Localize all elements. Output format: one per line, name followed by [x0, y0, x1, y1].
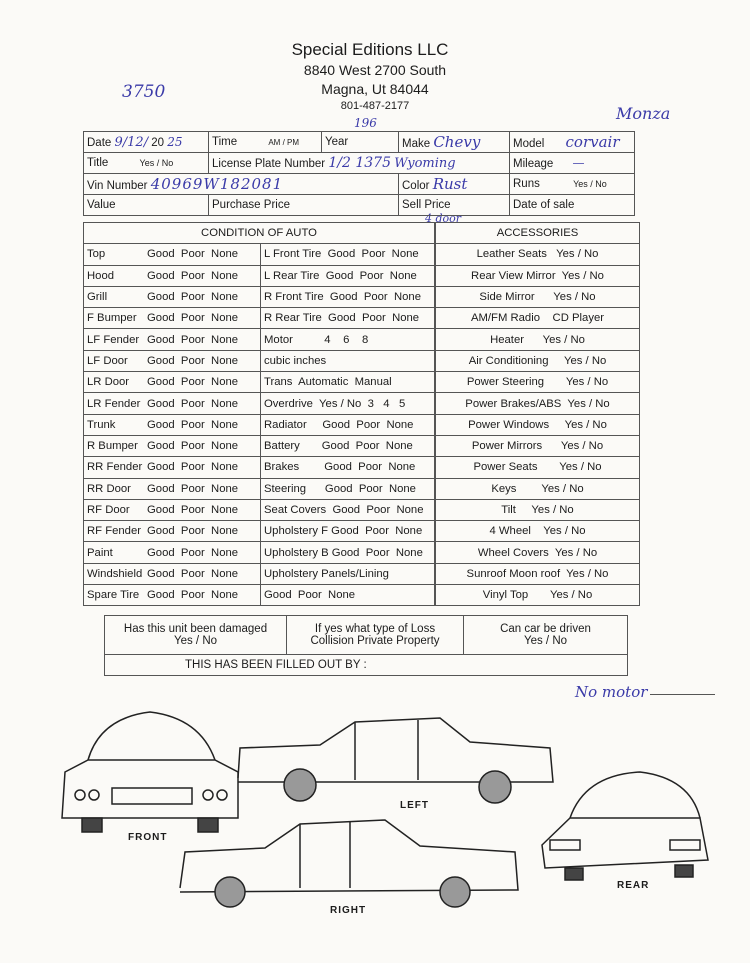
condition-item: [84, 585, 261, 606]
color-label: Color: [402, 180, 430, 192]
accessory-item: AM/FM Radio CD Player: [436, 308, 640, 329]
accessory-item: Keys Yes / No: [436, 478, 640, 499]
condition-detail: Battery Good Poor None: [261, 435, 435, 456]
damage-box: [104, 615, 628, 676]
title-yesno: Yes / No: [139, 158, 174, 168]
condition-item: [84, 435, 261, 456]
ampm: AM / PM: [268, 138, 300, 147]
accessory-item: Wheel Covers Yes / No: [436, 542, 640, 563]
condition-item: [84, 414, 261, 435]
condition-part: LR Door: [87, 376, 130, 389]
condition-item: [84, 286, 261, 307]
accessory-item: Leather Seats Yes / No: [436, 244, 640, 265]
accessory-item: 4 Wheel Yes / No: [436, 521, 640, 542]
runs-label: Runs: [513, 178, 540, 190]
accessory-item: Tilt Yes / No: [436, 499, 640, 520]
no-motor-note: No motor: [575, 683, 648, 701]
condition-detail: R Front Tire Good Poor None: [261, 286, 435, 307]
condition-row: [84, 563, 435, 584]
vin-label: Vin Number: [87, 180, 148, 192]
condition-row: [84, 414, 435, 435]
condition-row: [84, 499, 435, 520]
accessories-title: ACCESSORIES: [436, 223, 640, 244]
car-front-view: [62, 712, 238, 832]
model-label: Model: [513, 138, 545, 150]
model-value: corvair: [565, 133, 620, 151]
accessory-item: Vinyl Top Yes / No: [436, 585, 640, 606]
condition-title: CONDITION OF AUTO: [84, 223, 435, 244]
runs-yesno: Yes / No: [573, 179, 607, 189]
condition-detail: Steering Good Poor None: [261, 478, 435, 499]
condition-detail: Overdrive Yes / No 3 4 5: [261, 393, 435, 414]
no-motor-line: [650, 694, 715, 695]
condition-item: [84, 244, 261, 265]
condition-part: Hood: [87, 269, 115, 282]
condition-item: [84, 457, 261, 478]
accessory-item: Rear View Mirror Yes / No: [436, 265, 640, 286]
car-right-view: [180, 820, 518, 907]
condition-part: Trunk: [87, 418, 116, 431]
condition-rating: Good Poor None: [147, 354, 239, 367]
condition-rating: Good Poor None: [147, 269, 239, 282]
drivable-question: Can car be driven: [500, 623, 591, 635]
make-label: Make: [402, 138, 431, 150]
condition-part: RF Door: [87, 504, 130, 516]
condition-detail: Seat Covers Good Poor None: [261, 499, 435, 520]
condition-row: [84, 286, 435, 307]
condition-item: [84, 350, 261, 371]
condition-rating: Good Poor None: [147, 248, 239, 261]
color-value: Rust: [432, 175, 468, 193]
license-value: 1/2 1375: [328, 155, 391, 171]
company-name: Special Editions LLC: [291, 40, 449, 59]
condition-item: [84, 521, 261, 542]
year-note: 196: [354, 116, 377, 130]
condition-part: LF Fender: [87, 333, 140, 346]
condition-part: LR Fender: [87, 397, 141, 410]
accessory-item: Power Seats Yes / No: [436, 457, 640, 478]
condition-row: [84, 585, 435, 606]
condition-part: F Bumper: [87, 312, 137, 325]
year-label: Year: [325, 136, 349, 148]
damage-question: Has this unit been damaged: [123, 623, 268, 635]
condition-detail: Upholstery F Good Poor None: [261, 521, 435, 542]
accessory-item: Side Mirror Yes / No: [436, 286, 640, 307]
vehicle-info-table: [83, 131, 635, 216]
condition-item: [84, 499, 261, 520]
rear-label: REAR: [617, 880, 650, 891]
condition-detail: L Front Tire Good Poor None: [261, 244, 435, 265]
title-label: Title: [87, 157, 109, 169]
condition-detail: Motor 4 6 8: [261, 329, 435, 350]
condition-rating: Good Poor None: [147, 567, 239, 580]
condition-item: [84, 478, 261, 499]
model-note: Monza: [616, 104, 671, 123]
condition-rating: Good Poor None: [147, 504, 239, 516]
condition-rating: Good Poor None: [147, 546, 239, 559]
condition-rating: Good Poor None: [147, 461, 239, 474]
condition-part: Top: [87, 248, 106, 261]
accessory-item: Sunroof Moon roof Yes / No: [436, 563, 640, 584]
condition-item: [84, 542, 261, 563]
condition-rating: Good Poor None: [147, 418, 239, 431]
condition-rating: Good Poor None: [147, 397, 239, 410]
condition-item: [84, 563, 261, 584]
condition-row: [84, 435, 435, 456]
condition-part: Paint: [87, 546, 113, 559]
car-left-view: [238, 718, 553, 803]
loss-question: If yes what type of Loss: [314, 623, 436, 635]
right-label: RIGHT: [330, 905, 367, 916]
condition-row: [84, 265, 435, 286]
condition-row: [84, 393, 435, 414]
condition-detail: Upholstery B Good Poor None: [261, 542, 435, 563]
value-label: Value: [87, 199, 116, 211]
filled-out-by: THIS HAS BEEN FILLED OUT BY :: [105, 655, 628, 676]
condition-row: [84, 244, 435, 265]
front-label: FRONT: [128, 832, 168, 843]
condition-row: [84, 478, 435, 499]
sale-label: Date of sale: [513, 199, 575, 211]
accessory-item: Power Steering Yes / No: [436, 372, 640, 393]
date-value: 9/12/: [114, 134, 149, 150]
date-label: Date: [87, 136, 112, 149]
condition-row: [84, 457, 435, 478]
condition-table: [83, 222, 435, 606]
condition-part: Spare Tire: [87, 589, 140, 602]
condition-part: RR Fender: [87, 461, 143, 474]
condition-detail: L Rear Tire Good Poor None: [261, 265, 435, 286]
condition-part: LF Door: [87, 354, 128, 367]
phone: 801-487-2177: [340, 100, 410, 112]
address-line-1: 8840 West 2700 South: [303, 62, 447, 78]
car-rear-view: [542, 772, 708, 880]
time-label: Time: [212, 136, 238, 148]
condition-part: RR Door: [87, 482, 131, 495]
condition-detail: Radiator Good Poor None: [261, 414, 435, 435]
purchase-label: Purchase Price: [212, 199, 290, 211]
condition-rating: Good Poor None: [147, 482, 239, 495]
condition-row: [84, 308, 435, 329]
accessory-item: Heater Yes / No: [436, 329, 640, 350]
condition-part: Grill: [87, 291, 108, 304]
make-value: Chevy: [433, 133, 481, 151]
condition-row: [84, 372, 435, 393]
condition-item: [84, 329, 261, 350]
mileage-value: —: [572, 156, 585, 170]
left-label: LEFT: [400, 800, 429, 811]
condition-row: [84, 542, 435, 563]
condition-detail: cubic inches: [261, 350, 435, 371]
condition-item: [84, 308, 261, 329]
condition-rating: Good Poor None: [147, 440, 239, 453]
condition-row: [84, 329, 435, 350]
sell-label: Sell Price: [402, 199, 451, 211]
condition-detail: Upholstery Panels/Lining: [261, 563, 435, 584]
condition-detail: R Rear Tire Good Poor None: [261, 308, 435, 329]
condition-row: [84, 521, 435, 542]
condition-detail: Good Poor None: [261, 585, 435, 606]
corner-note: 3750: [122, 82, 166, 102]
condition-item: [84, 372, 261, 393]
condition-detail: Trans Automatic Manual: [261, 372, 435, 393]
condition-row: [84, 350, 435, 371]
condition-rating: Good Poor None: [147, 589, 239, 602]
car-diagram: [0, 700, 750, 930]
accessory-item: Power Mirrors Yes / No: [436, 435, 640, 456]
condition-rating: Good Poor None: [147, 312, 239, 325]
drivable-answer: Yes / No: [523, 635, 568, 647]
condition-part: R Bumper: [87, 440, 138, 453]
accessories-table: [435, 222, 640, 606]
condition-rating: Good Poor None: [147, 333, 239, 346]
condition-detail: Brakes Good Poor None: [261, 457, 435, 478]
license-state: Wyoming: [394, 156, 456, 171]
vin-value: 40969W182081: [150, 175, 284, 193]
condition-rating: Good Poor None: [147, 525, 239, 538]
date-century: 20: [151, 136, 165, 149]
door-note: 4 door: [425, 212, 462, 225]
mileage-label: Mileage: [513, 158, 554, 170]
condition-part: RF Fender: [87, 525, 141, 538]
accessory-item: Power Brakes/ABS Yes / No: [436, 393, 640, 414]
accessory-item: Power Windows Yes / No: [436, 414, 640, 435]
condition-part: Windshield: [87, 567, 143, 580]
damage-answer: Yes / No: [173, 635, 218, 647]
loss-answer: Collision Private Property: [310, 635, 440, 647]
license-label: License Plate Number: [212, 158, 326, 170]
condition-item: [84, 265, 261, 286]
address-line-2: Magna, Ut 84044: [321, 81, 429, 97]
condition-rating: Good Poor None: [147, 376, 239, 389]
condition-item: [84, 393, 261, 414]
date-year: 25: [167, 134, 183, 149]
condition-rating: Good Poor None: [147, 291, 239, 304]
accessory-item: Air Conditioning Yes / No: [436, 350, 640, 371]
